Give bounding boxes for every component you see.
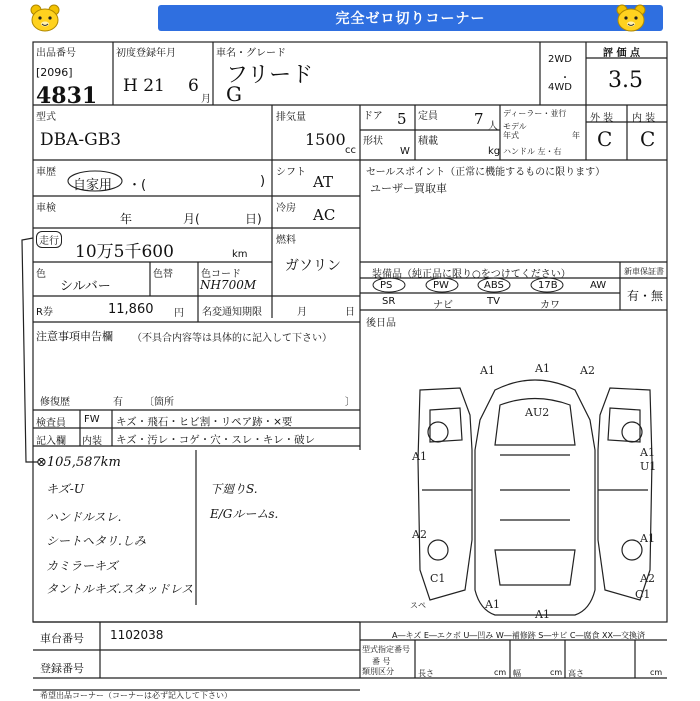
mileage-label: 走行 — [36, 231, 62, 248]
length-label: 長さ — [418, 669, 434, 678]
interior-label: 内 装 — [632, 113, 656, 124]
lot-code: [2096] — [36, 66, 73, 79]
recycle-label: R券 — [36, 307, 53, 318]
mileage-value: 10万5千600 — [75, 242, 174, 262]
model-value: DBA-GB3 — [40, 130, 122, 150]
ac-label: 冷房 — [276, 203, 296, 214]
width-label: 幅 — [513, 669, 521, 678]
history-label: 車歴 — [36, 167, 56, 178]
load-label: 積載 — [418, 136, 438, 147]
fw-label: FW — [84, 414, 100, 425]
registration-month: 6 — [188, 76, 199, 96]
chassis-label: 車台番号 — [40, 632, 84, 645]
exterior-label: 外 装 — [590, 113, 614, 124]
damage-mark: A1 — [412, 450, 427, 463]
dealer-label: ディーラー・並行 — [503, 109, 567, 118]
warranty-value: 有・無 — [627, 289, 664, 303]
name-change-label: 名変通知期限 — [202, 307, 262, 318]
equipment-label: 装備品（純正品に限り○をつけてください） — [372, 269, 571, 280]
first-registration-label: 初度登録年月 — [116, 48, 176, 59]
equipment-navi: ナビ — [433, 300, 453, 311]
inspector-label: 検査員 — [36, 418, 66, 429]
inspection-day-unit: 日) — [245, 212, 262, 226]
displacement-value: 1500 — [305, 130, 346, 149]
inspection-month-unit: 月( — [183, 212, 200, 226]
mileage-unit: km — [232, 249, 248, 260]
damage-mark: A2 — [640, 572, 655, 585]
damage-mark: A1 — [640, 532, 655, 545]
exterior-check-row: キズ・飛石・ヒビ割・リペア跡・×要 — [116, 416, 293, 428]
drive-2wd: 2WD — [548, 54, 572, 65]
car-name-label: 車名・グレード — [216, 48, 286, 59]
banner-title: 完全ゼロ切りコーナー — [158, 5, 663, 31]
damage-mark: A1 — [480, 364, 495, 377]
equipment-tv: TV — [487, 296, 500, 307]
damage-mark: A1 — [535, 608, 550, 621]
kg-unit: kg — [488, 146, 501, 157]
shift-value: AT — [313, 173, 334, 191]
equipment-ps: PS — [380, 280, 393, 291]
capacity-unit: 人 — [488, 121, 498, 132]
inspector-entry-label: 記入欄 — [36, 436, 66, 447]
model-label: 型式 — [36, 112, 56, 123]
drive-separator: ・ — [560, 73, 570, 84]
height-label: 高さ — [568, 669, 584, 678]
damage-mark: C1 — [430, 572, 446, 585]
lot-number-label: 出品番号 — [36, 48, 76, 59]
damage-mark: A1 — [485, 598, 500, 611]
inspection-label: 車検 — [36, 203, 56, 214]
equipment-17b: 17B — [538, 280, 558, 291]
color-code-value: NH700M — [200, 278, 257, 292]
fuel-label: 燃料 — [276, 235, 296, 246]
color-value: シルバー — [60, 279, 111, 294]
width-cm: cm — [550, 668, 563, 677]
registration-label: 登録番号 — [40, 662, 84, 675]
type-designation-sub: 番 号 — [372, 657, 391, 666]
desired-corner-label: 希望出品コーナー（コーナーは必ず記入して下さい） — [40, 691, 232, 700]
sales-point-value: ユーザー買取車 — [370, 182, 447, 195]
car-name: フリード — [226, 63, 314, 88]
shape-label: 形状 — [363, 136, 383, 147]
color-code-label: 色コード — [201, 269, 241, 280]
damage-legend: A―キズ E―エクボ U―凹み W―補修跡 S―サビ C―腐食 XX―交換済 — [392, 631, 646, 640]
history-close: ) — [260, 174, 266, 189]
handwritten-note: タントルキズ.スタッドレス — [46, 582, 194, 596]
damage-mark: AU2 — [525, 406, 550, 419]
history-open: ・( — [128, 178, 147, 193]
notes-label: 注意事項申告欄 — [36, 330, 113, 343]
damage-mark: A1 — [640, 446, 655, 459]
front-label: スペ — [410, 601, 426, 610]
score-label: 評 価 点 — [603, 48, 640, 59]
repair-part-label: 〔箇所 — [144, 397, 174, 408]
damage-mark: A1 — [535, 362, 550, 375]
inspection-year-unit: 年 — [120, 212, 133, 226]
warranty-label: 新車保証書 — [624, 267, 664, 276]
damage-mark: U1 — [640, 460, 657, 473]
history-value: 自家用 — [73, 178, 113, 193]
damage-mark: C1 — [635, 588, 651, 601]
handle-label: ハンドル 左・右 — [503, 147, 562, 156]
model-year-label: モデル年式 — [503, 122, 527, 140]
handwritten-note: キズ-U — [46, 482, 84, 496]
displacement-label: 排気量 — [276, 112, 306, 123]
ac-value: AC — [313, 206, 336, 224]
cc-unit: cc — [345, 145, 356, 156]
sales-point-label: セールスポイント（正常に機能するものに限ります） — [366, 167, 606, 178]
name-change-day: 日 — [345, 307, 355, 318]
handwritten-note: E/Gルームs. — [210, 507, 279, 521]
score-value: 3.5 — [608, 68, 643, 93]
interior-check-row: キズ・汚レ・コゲ・穴・スレ・キレ・破レ — [116, 434, 316, 446]
name-change-month: 月 — [297, 307, 307, 318]
equipment-abs: ABS — [484, 280, 504, 291]
equipment-leather: カワ — [540, 300, 560, 311]
registration-era-year: H 21 — [123, 76, 165, 96]
repair-history-value: 有 — [113, 397, 123, 408]
equipment-sr: SR — [382, 296, 396, 307]
type-designation-label: 型式指定番号 — [362, 645, 410, 654]
car-grade: G — [226, 82, 242, 106]
shape-value: W — [400, 146, 410, 157]
handwritten-mileage: ⊗105,587km — [36, 455, 121, 470]
lot-number: 4831 — [36, 83, 98, 109]
chassis-value: 1102038 — [110, 628, 164, 642]
category-label: 類別区分 — [362, 667, 394, 676]
doors-label: ドア — [363, 111, 383, 122]
yen-unit: 円 — [174, 308, 184, 319]
repair-part-close: 〕 — [345, 397, 355, 408]
repair-history-label: 修復歴 — [40, 397, 70, 408]
handwritten-note: ハンドルスレ. — [46, 510, 122, 524]
handwritten-note: シートヘタリ.しみ — [46, 534, 146, 548]
notes-hint: （不具合内容等は具体的に記入して下さい） — [132, 333, 332, 344]
interior-grade: C — [640, 127, 656, 151]
month-unit: 月 — [201, 94, 211, 105]
drive-4wd: 4WD — [548, 82, 572, 93]
car-damage-diagram — [400, 360, 670, 625]
height-cm: cm — [650, 668, 663, 677]
capacity-value: 7 — [474, 110, 484, 128]
exterior-grade: C — [597, 127, 613, 151]
length-cm: cm — [494, 668, 507, 677]
color-label: 色 — [36, 269, 46, 280]
equipment-aw: AW — [590, 280, 607, 291]
year-unit: 年 — [572, 131, 580, 140]
doors-value: 5 — [397, 110, 407, 128]
equipment-pw: PW — [433, 280, 449, 291]
recycle-value: 11,860 — [108, 302, 154, 317]
handwritten-note: 下廻りS. — [210, 482, 258, 496]
capacity-label: 定員 — [418, 111, 438, 122]
after-date-label: 後日品 — [366, 318, 396, 329]
interior-check-label: 内装 — [82, 436, 102, 447]
damage-mark: A2 — [412, 528, 427, 541]
fuel-value: ガソリン — [285, 258, 341, 274]
handwritten-note: カミラーキズ — [46, 559, 118, 573]
repaint-label: 色替 — [153, 269, 173, 280]
damage-mark: A2 — [580, 364, 595, 377]
shift-label: シフト — [276, 167, 306, 178]
